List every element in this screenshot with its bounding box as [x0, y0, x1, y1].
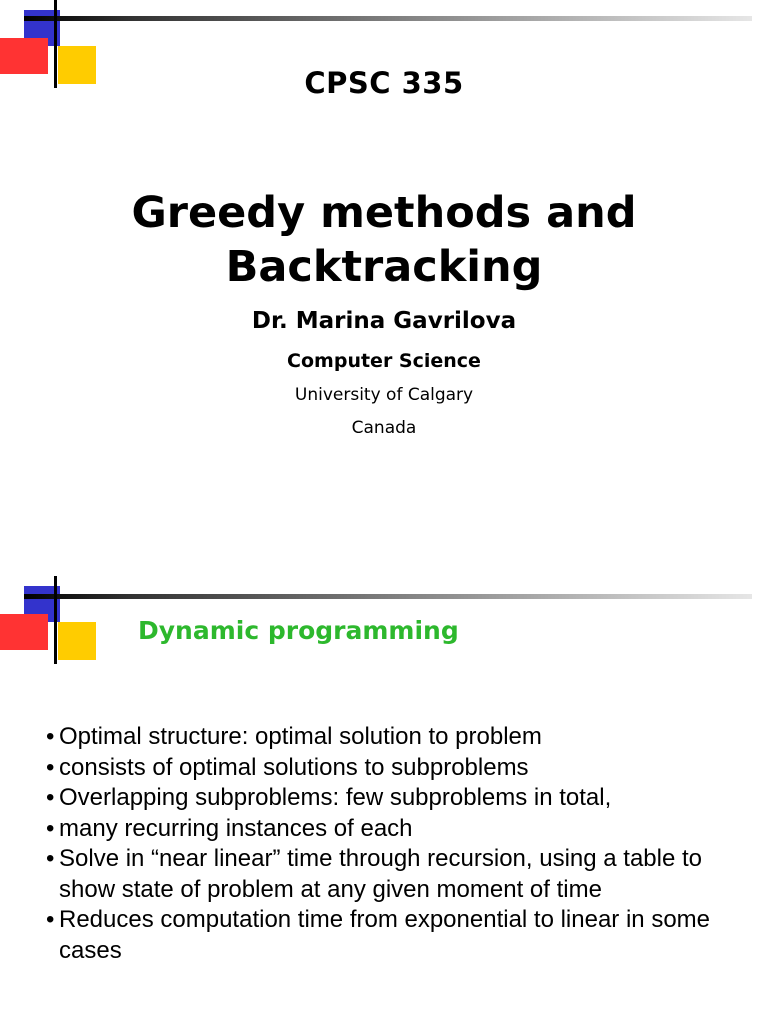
university-name: University of Calgary	[294, 385, 474, 405]
list-item	[46, 905, 746, 966]
bullet-icon: •	[46, 723, 55, 750]
bullet-text: Optimal structure: optimal solution to problem	[59, 723, 542, 750]
bullet-icon: •	[46, 753, 55, 781]
bullet-text: Solve in “near linear” time through recursion, using a table to show state of problem at any given moment of time	[59, 845, 703, 903]
section-heading: Dynamic programming	[138, 616, 459, 645]
bullet-icon: •	[46, 784, 55, 811]
bullet-text: Overlapping subproblems: few subproblems in total,	[59, 784, 612, 811]
red-square-shape	[0, 614, 48, 650]
horizontal-rule	[24, 594, 752, 599]
vertical-rule	[54, 576, 57, 664]
country-name: Canada	[351, 418, 417, 438]
bullet-list	[46, 722, 746, 966]
department-name: Computer Science	[287, 350, 481, 372]
bullet-text: many recurring instances of each	[59, 814, 413, 842]
list-item	[46, 783, 746, 814]
list-item	[46, 814, 746, 845]
horizontal-rule	[24, 16, 752, 21]
bullet-text: consists of optimal solutions to subproblems	[59, 753, 529, 781]
author-name: Dr. Marina Gavrilova	[251, 308, 517, 334]
slide-title-line-1: Greedy methods and	[131, 188, 637, 238]
yellow-square-shape	[58, 622, 96, 660]
bullet-icon: •	[46, 845, 55, 872]
list-item	[46, 844, 746, 905]
bullet-text: Reduces computation time from exponential to linear in some cases	[59, 906, 710, 964]
course-code: CPSC 335	[304, 66, 464, 100]
slide-title-line-2: Backtracking	[225, 242, 543, 292]
slide-title	[0, 186, 768, 294]
list-item	[46, 753, 746, 784]
bullet-icon: •	[46, 906, 55, 933]
bullet-icon: •	[46, 814, 55, 842]
list-item	[46, 722, 746, 753]
